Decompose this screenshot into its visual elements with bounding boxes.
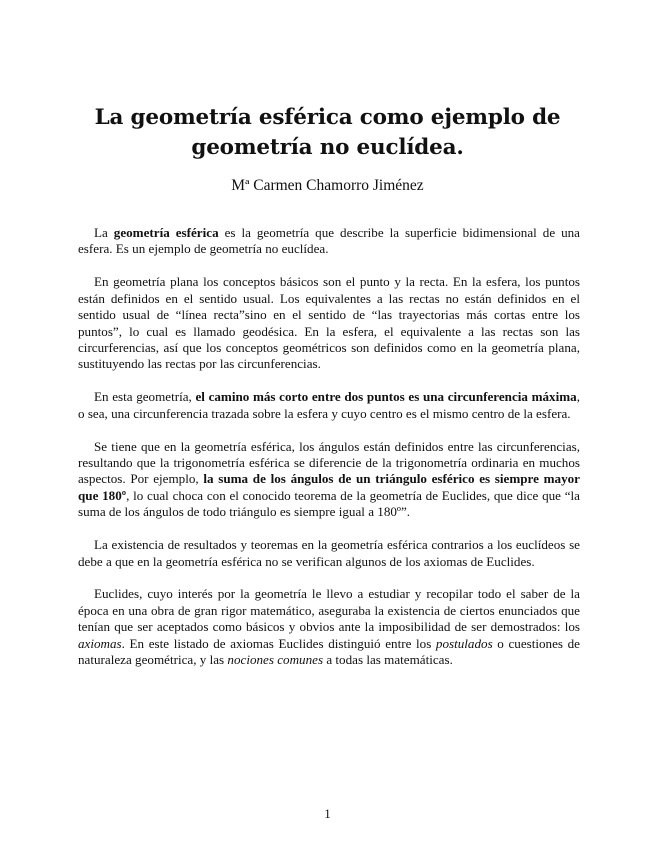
- bold-text: el camino más corto entre dos puntos es una circunferencia máxima: [195, 389, 577, 405]
- italic-text: nociones comunes: [227, 652, 324, 668]
- bold-text: geometría esférica: [113, 225, 219, 240]
- paragraph-text: . En este listado de axiomas Euclides distinguió entre los: [121, 635, 436, 651]
- page-number: 1: [324, 806, 331, 821]
- paragraph-text: , lo cual choca con el conocido teorema de la geometría de Euclides, que dice que “la suma de los ángulos de todo triángulo es siempre igual a 180º”.: [78, 487, 580, 520]
- title-line-2: geometría no euclídea.: [191, 135, 464, 160]
- paragraph-text: a todas las matemáticas.: [323, 652, 453, 668]
- paragraph-5: [78, 537, 580, 570]
- paragraph-6: [78, 586, 580, 668]
- paragraph-text: La: [94, 225, 114, 240]
- paragraph-1: [78, 225, 580, 258]
- paragraph-text: La existencia de resultados y teoremas en la geometría esférica contrarios a los euclídeos se debe a que en la geometría esférica no se verifican algunos de los axiomas de Euclides.: [78, 537, 580, 569]
- paragraph-text: Euclides, cuyo interés por la geometría le llevo a estudiar y recopilar todo el saber de la época en una obra de gran rigor matemático, aseguraba la existencia de ciertos enunciados que tenían que ser aceptados como básicos y obvios ante la imposibilidad de ser demostrados: los: [78, 586, 580, 635]
- paragraph-text: En geometría plana los conceptos básicos son el punto y la recta. En la esfera, los puntos están definidos en el sentido usual. Los equivalentes a las rectas no están definidos en el sentido usual de “línea recta”sino en el sentido de “las trayectorias más cortas entre los puntos”, lo cual es llamado geodésica. En la esfera, el equivalente a las rectas son las circurferencias, así que los conceptos geométricos son definidos como en la geometría plana, sustituyendo las rectas por las circunferencias.: [78, 274, 580, 372]
- paragraph-text: En esta geometría,: [94, 389, 196, 405]
- title-line-1: La geometría esférica como ejemplo de: [94, 105, 561, 130]
- document-body: [78, 225, 580, 685]
- paragraph-4: [78, 439, 580, 521]
- paragraph-text: es la geometría que describe la superficie bidimensional de una esfera. Es un ejemplo de geometría no euclídea.: [78, 225, 580, 257]
- paragraph-text: o cuestiones de naturaleza geométrica, y las: [78, 635, 580, 668]
- italic-text: postulados: [435, 635, 493, 651]
- bold-text: la suma de los ángulos de un triángulo esférico es siempre mayor que 180º: [78, 471, 580, 503]
- document-title: [0, 103, 655, 163]
- author-name: Mª Carmen Chamorro Jiménez: [231, 177, 424, 194]
- paragraph-2: [78, 274, 580, 372]
- paragraph-3: [78, 389, 580, 422]
- paragraph-text: Se tiene que en la geometría esférica, los ángulos están definidos entre las circunferencias, resultando que la trigonometría esférica se diferencie de la trigonometría ordinaria en muchos aspectos. Por ejemplo,: [78, 438, 580, 487]
- paragraph-text: , o sea, una circunferencia trazada sobre la esfera y cuyo centro es el mismo centro de la esfera.: [78, 389, 580, 421]
- italic-text: axiomas: [78, 635, 122, 651]
